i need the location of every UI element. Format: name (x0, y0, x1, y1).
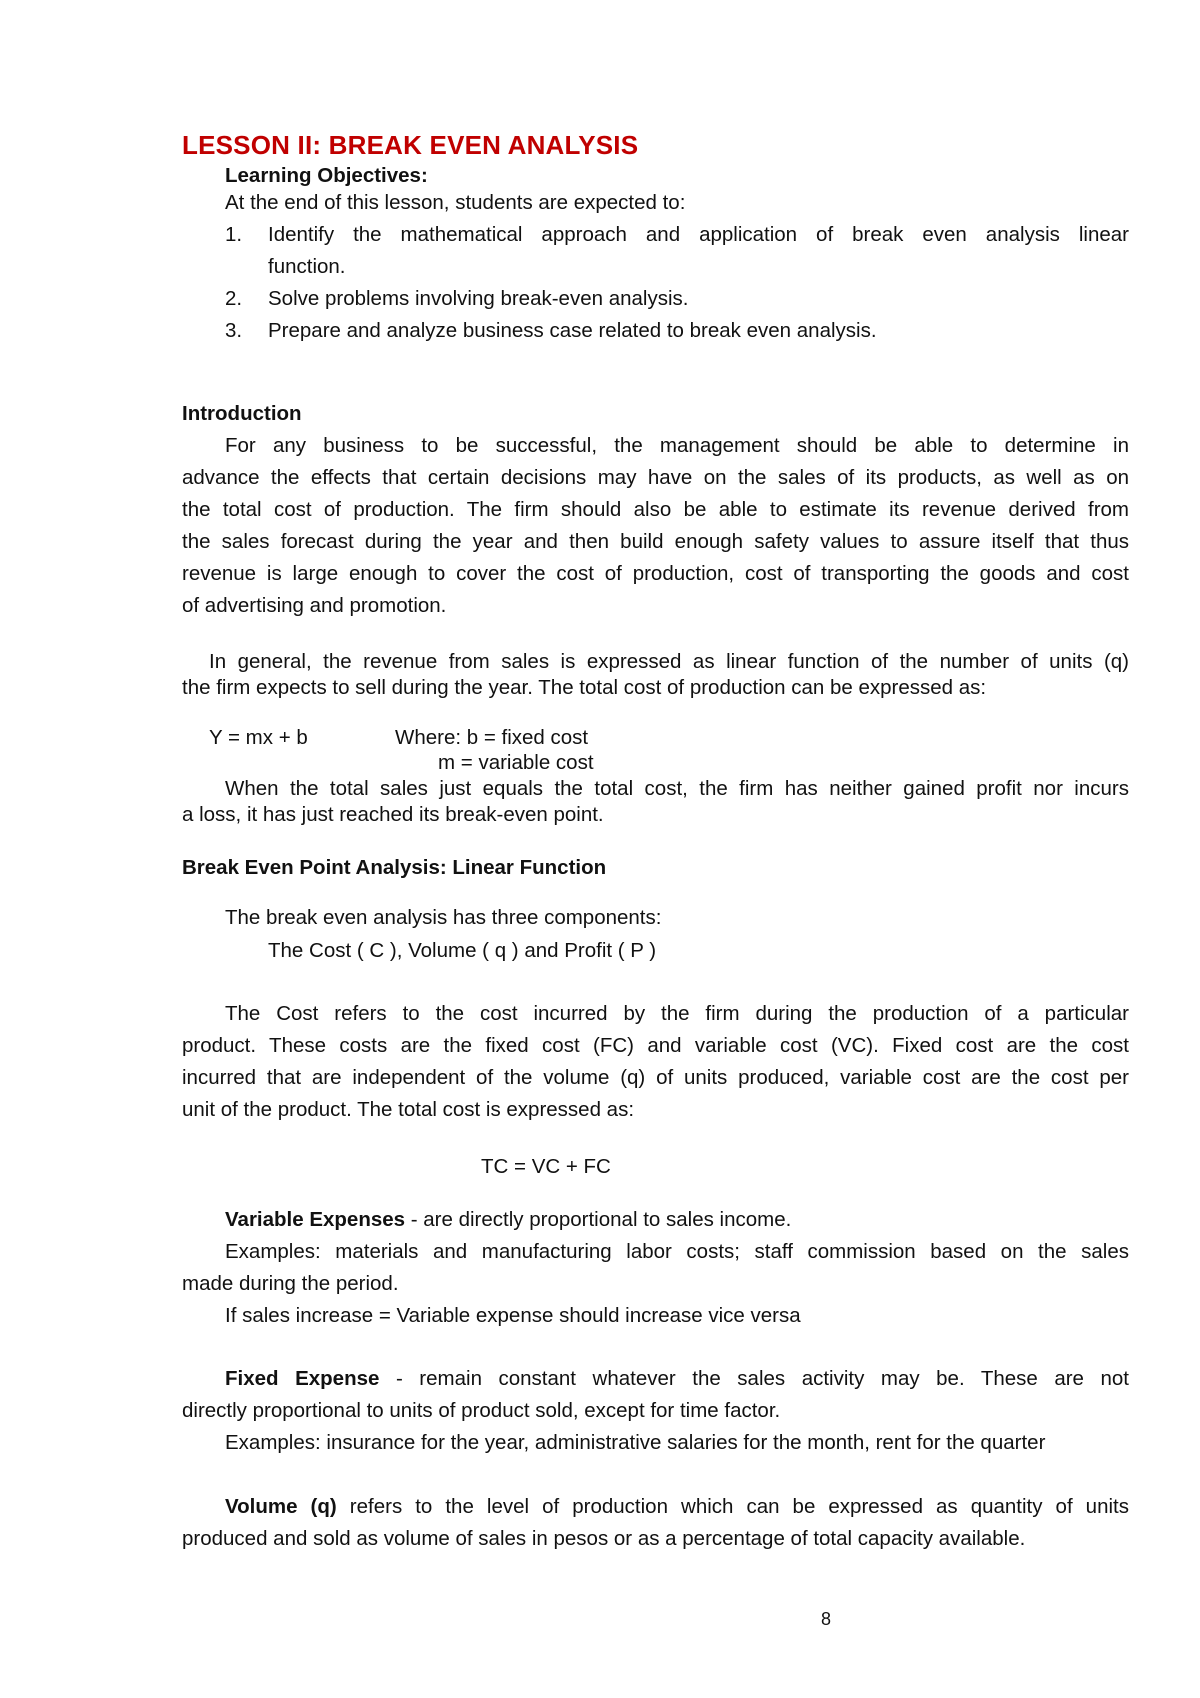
formula-where-m: m = variable cost (438, 751, 594, 774)
volume-definition-cont: produced and sold as volume of sales in pesos or as a percentage of total capacity available. (182, 1527, 1026, 1550)
introduction-heading: Introduction (182, 402, 302, 425)
intro-paragraph-line: the sales forecast during the year and then build enough safety values to assure itself that thus (182, 530, 1129, 553)
volume-term: Volume (q) (225, 1495, 337, 1518)
formula-where-b: Where: b = fixed cost (395, 726, 589, 749)
objectives-heading: Learning Objectives: (225, 164, 428, 187)
intro-paragraph-line: advance the effects that certain decisions may have on the sales of its products, as well as on (182, 466, 1129, 489)
variable-examples-line: Examples: materials and manufacturing labor costs; staff commission based on the sales (225, 1240, 1129, 1263)
fixed-expense-definition: - remain constant whatever the sales activity may be. These are not (379, 1367, 1129, 1390)
objectives-intro: At the end of this lesson, students are expected to: (225, 191, 686, 214)
components-intro: The break even analysis has three components: (225, 906, 662, 929)
variable-note: If sales increase = Variable expense should increase vice versa (225, 1304, 801, 1327)
variable-expenses-line (225, 1208, 791, 1232)
cost-paragraph-line: unit of the product. The total cost is expressed as: (182, 1098, 635, 1121)
intro-paragraph-line: For any business to be successful, the management should be able to determine in (225, 434, 1129, 457)
lesson-title: LESSON II: BREAK EVEN ANALYSIS (182, 130, 639, 160)
objective-item-line: Prepare and analyze business case related to break even analysis. (268, 319, 877, 342)
fixed-expense-term: Fixed Expense (225, 1367, 380, 1390)
variable-expenses-term: Variable Expenses (225, 1208, 406, 1231)
intro-paragraph-line: the total cost of production. The firm should also be able to estimate its revenue derived from (182, 498, 1129, 521)
volume-definition: refers to the level of production which can be expressed as quantity of units (336, 1495, 1129, 1518)
objective-number: 3. (225, 319, 243, 342)
variable-examples-line: made during the period. (182, 1272, 399, 1295)
page-number: 8 (821, 1609, 832, 1629)
cost-paragraph-line: product. These costs are the fixed cost (FC) and variable cost (VC). Fixed cost are the cost (182, 1034, 1129, 1057)
objective-number: 1. (225, 223, 243, 246)
variable-expenses-definition: - are directly proportional to sales income. (405, 1208, 792, 1231)
formula-linear: Y = mx + b (209, 726, 308, 749)
total-cost-formula: TC = VC + FC (481, 1155, 611, 1178)
fixed-expense-examples: Examples: insurance for the year, administrative salaries for the month, rent for the quarter (225, 1431, 1046, 1454)
intro-paragraph-line: of advertising and promotion. (182, 594, 447, 617)
objective-item-line: Solve problems involving break-even analysis. (268, 287, 689, 310)
fixed-expense-line (225, 1367, 1129, 1391)
objective-number: 2. (225, 287, 243, 310)
objective-item-line: function. (268, 255, 346, 278)
cost-paragraph-line: The Cost refers to the cost incurred by the firm during the production of a particular (225, 1002, 1129, 1025)
intro-paragraph-line: In general, the revenue from sales is expressed as linear function of the number of units (q) (209, 650, 1129, 673)
volume-line (225, 1495, 1129, 1519)
intro-paragraph-line: revenue is large enough to cover the cost of production, cost of transporting the goods and cost (182, 562, 1129, 585)
components-list: The Cost ( C ), Volume ( q ) and Profit ( P ) (268, 939, 657, 962)
objective-item-line: Identify the mathematical approach and application of break even analysis linear (268, 223, 1129, 246)
intro-paragraph-line: a loss, it has just reached its break-even point. (182, 803, 604, 826)
fixed-expense-definition-cont: directly proportional to units of product sold, except for time factor. (182, 1399, 781, 1422)
intro-paragraph-line: When the total sales just equals the total cost, the firm has neither gained profit nor incurs (225, 777, 1129, 800)
intro-paragraph-line: the firm expects to sell during the year. The total cost of production can be expressed as: (182, 676, 987, 699)
bep-heading: Break Even Point Analysis: Linear Function (182, 856, 607, 879)
cost-paragraph-line: incurred that are independent of the volume (q) of units produced, variable cost are the cost per (182, 1066, 1129, 1089)
